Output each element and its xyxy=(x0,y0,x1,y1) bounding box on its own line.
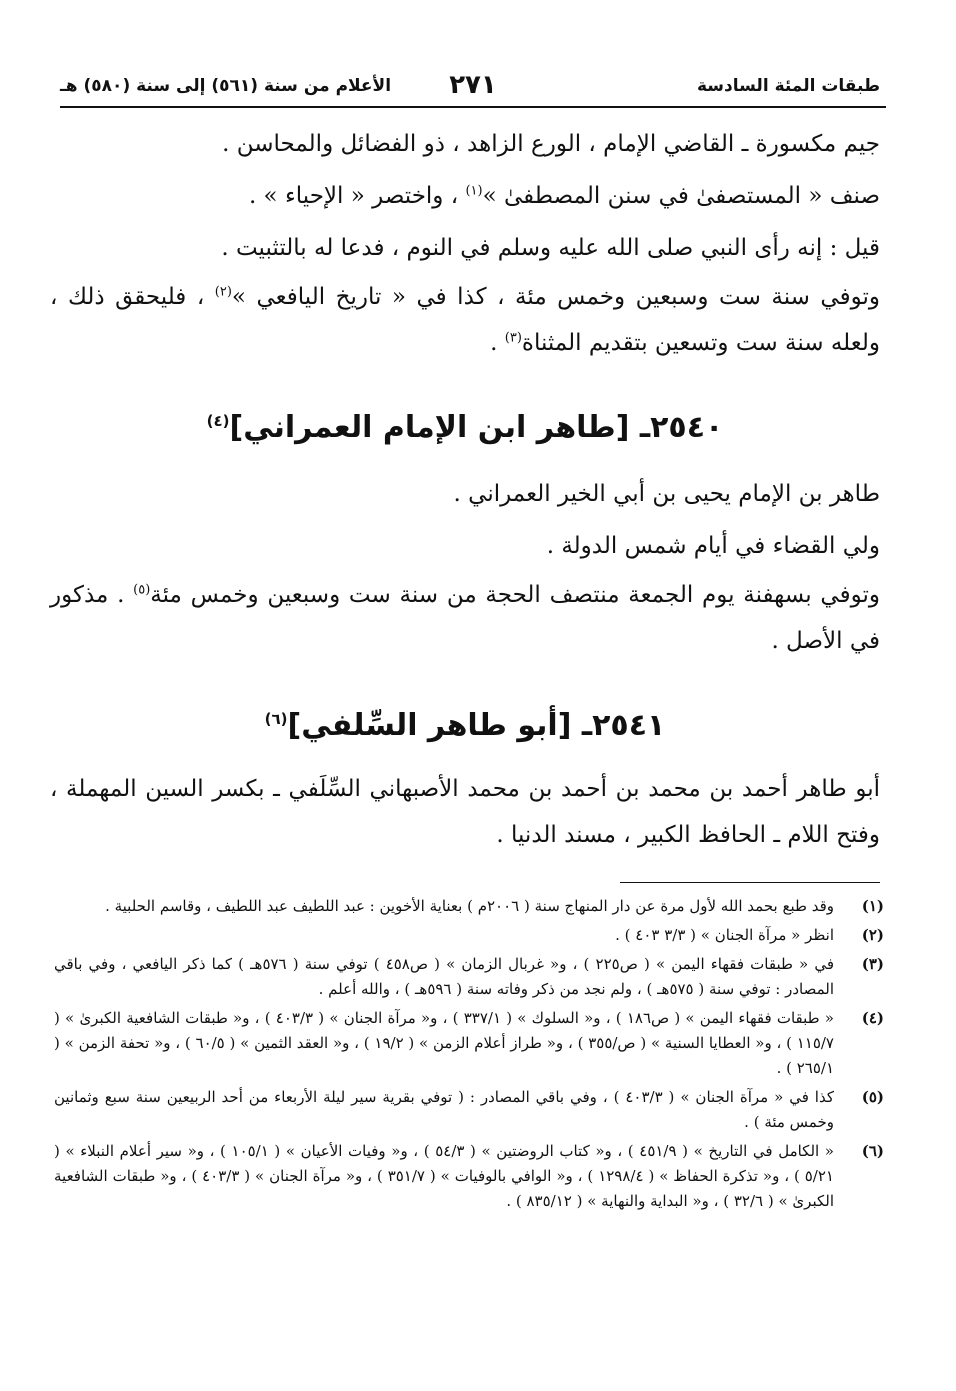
footnote-ref[interactable]: (٣) xyxy=(504,330,522,346)
footnote-ref[interactable]: (٦) xyxy=(264,710,288,728)
header-section-title: طبقات المئة السادسة xyxy=(697,76,880,96)
paragraph-text: . xyxy=(490,330,505,356)
paragraph xyxy=(50,572,880,664)
paragraph-text: صنف « المستصفىٰ في سنن المصطفىٰ » xyxy=(482,183,880,209)
footnote xyxy=(54,1085,884,1135)
footnote-number: (٤) xyxy=(861,1009,884,1027)
footnotes xyxy=(54,894,884,1218)
paragraph xyxy=(50,520,880,572)
footnote-number: (٣) xyxy=(861,955,884,973)
paragraph xyxy=(50,170,880,222)
footnote-text: « طبقات فقهاء اليمن » ( ص١٨٦ ) ، و« السلوك » ( ٣٣٧/١ ) ، و« مرآة الجنان » ( ٤٠٣/٣ ) ، و« طبقات الشافعية الكبرىٰ » ( ١١٥/٧ ) ، و« العطايا السنية » ( ص/٣٥٥ ) ، و« طراز أعلام الزمن » ( ١٩/٢ ) ، و« العقد الثمين » ( ٦٠/٥ ) ، و« تحفة الزمن » ( ٢٦٥/١ ) . xyxy=(54,1009,834,1077)
footnote xyxy=(54,894,884,919)
footnote-number: (٦) xyxy=(861,1142,884,1160)
footnote-text: انظر « مرآة الجنان » ( ٣/٣ ٤٠٣ ) . xyxy=(615,926,834,944)
paragraph-text: . مذكور في الأصل . xyxy=(50,582,880,654)
paragraph-text: أبو طاهر أحمد بن محمد بن أحمد بن محمد الأصبهاني السِّلَفي ـ بكسر السين المهملة ، وفتح اللام ـ الحافظ الكبير ، مسند الدنيا . xyxy=(50,776,880,848)
paragraph-text: ، واختصر « الإحياء » . xyxy=(248,183,466,209)
footnote-ref[interactable]: (٤) xyxy=(206,412,230,430)
footnote xyxy=(54,1006,884,1081)
paragraph xyxy=(50,468,880,520)
paragraph xyxy=(50,274,880,366)
footnote-ref[interactable]: (٥) xyxy=(133,582,151,598)
running-header xyxy=(60,70,886,108)
footnote-text: « الكامل في التاريخ » ( ٤٥١/٩ ) ، و« كتاب الروضتين » ( ٥٤/٣ ) ، و« وفيات الأعيان » ( ١٠٥/١ ) ، و« سير أعلام النبلاء » ( ٥/٢١ ) ، و« تذكرة الحفاظ » ( ١٢٩٨/٤ ) ، و« الوافي بالوفيات » ( ٣٥١/٧ ) ، و« مرآة الجنان » ( ٤٠٣/٣ ) ، و« طبقات الشافعية الكبرىٰ » ( ٣٢/٦ ) ، و« البداية والنهاية » ( ٨٣٥/١٢ ) . xyxy=(54,1142,834,1210)
footnote-text: في « طبقات فقهاء اليمن » ( ص٢٢٥ ) ، و« غربال الزمان » ( ص٤٥٨ ) توفي سنة ( ٥٧٦هـ ) كما ذكر اليافعي ، وفي باقي المصادر : توفي سنة ( ٥٧٥هـ ) ، ولم نجد من ذكر وفاته سنة ( ٥٩٦هـ ) ، والله أعلم . xyxy=(54,955,835,998)
footnote xyxy=(54,1139,884,1214)
paragraph xyxy=(50,118,880,170)
paragraph-text: قيل : إنه رأى النبي صلى الله عليه وسلم في النوم ، فدعا له بالتثبيت . xyxy=(221,235,880,261)
entry-title-2540 xyxy=(50,406,880,450)
paragraph xyxy=(50,766,880,858)
header-range-title: الأعلام من سنة (٥٦١) إلى سنة (٥٨٠) هـ xyxy=(60,76,392,96)
footnote-number: (١) xyxy=(861,897,884,915)
footnote xyxy=(54,952,884,1002)
page-number: ٢٧١ xyxy=(449,70,497,100)
footnote-number: (٢) xyxy=(861,926,884,944)
paragraph-text: وتوفي بسهفنة يوم الجمعة منتصف الحجة من سنة ست وسبعين وخمس مئة xyxy=(150,582,880,608)
main-text xyxy=(50,118,880,858)
footnote-number: (٥) xyxy=(861,1088,884,1106)
paragraph xyxy=(50,222,880,274)
entry-title-text: ٢٥٤٠ـ [طاهر ابن الإمام العمراني] xyxy=(229,410,724,445)
footnote-text: كذا في « مرآة الجنان » ( ٤٠٣/٣ ) ، وفي باقي المصادر : ( توفي بقرية سير ليلة الأربعاء من أحد الربيعين سنة سبع وثمانين وخمس مئة ) . xyxy=(54,1088,834,1131)
footnote-divider xyxy=(620,882,880,883)
footnote-ref[interactable]: (٢) xyxy=(214,284,232,300)
paragraph-text: ، فليحقق ذلك ، ولعله سنة ست وتسعين بتقديم المثناة xyxy=(50,284,880,356)
entry-title-2541 xyxy=(50,704,880,748)
footnote-text: وقد طبع بحمد الله لأول مرة عن دار المنهاج سنة ( ٢٠٠٦م ) بعناية الأخوين : عبد اللطيف عبد اللطيف ، وقاسم الحلبية . xyxy=(105,897,834,915)
paragraph-text: طاهر بن الإمام يحيى بن أبي الخير العمراني . xyxy=(453,481,880,507)
footnote-ref[interactable]: (١) xyxy=(465,183,483,199)
entry-title-text: ٢٥٤١ـ [أبو طاهر السِّلفي] xyxy=(287,708,666,743)
paragraph-text: وتوفي سنة ست وسبعين وخمس مئة ، كذا في « تاريخ اليافعي » xyxy=(231,284,880,310)
paragraph-text: ولي القضاء في أيام شمس الدولة . xyxy=(546,533,880,559)
paragraph-text: جيم مكسورة ـ القاضي الإمام ، الورع الزاهد ، ذو الفضائل والمحاسن . xyxy=(222,131,880,157)
footnote xyxy=(54,923,884,948)
